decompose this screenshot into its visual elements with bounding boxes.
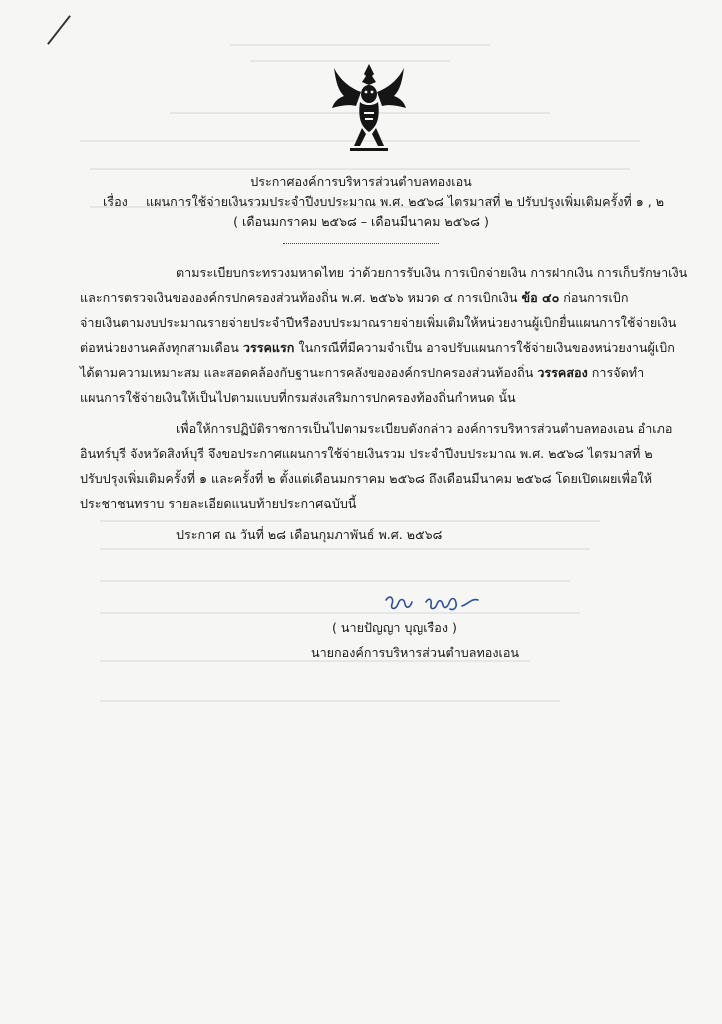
garuda-emblem-icon: [330, 62, 408, 154]
subject-text: แผนการใช้จ่ายเงินรวมประจำปีงบประมาณ พ.ศ. ๒๕๖๘ ไตรมาสที่ ๒ ปรับปรุงเพิ่มเติมครั้งที่ ๑ , ๒: [146, 194, 665, 209]
para2-line4: ประชาชนทราบ รายละเอียดแนบท้ายประกาศฉบับนี้: [80, 496, 357, 511]
para1-line3: จ่ายเงินตามงบประมาณรายจ่ายประจำปีหรืองบประมาณรายจ่ายเพิ่มเติมให้หน่วยงานผู้เบิกยื่นแผนการใช้จ่ายเงิน: [80, 315, 677, 330]
para1-line4: ต่อหน่วยงานคลังทุกสามเดือน วรรคแรก ในกรณีที่มีความจำเป็น อาจปรับแผนการใช้จ่ายเงินของหน่วยงานผู้เบิก: [80, 340, 675, 355]
para2-line2: อินทร์บุรี จังหวัดสิงห์บุรี จึงขอประกาศแผนการใช้จ่ายเงินรวม ประจำปีงบประมาณ พ.ศ. ๒๕๖๘ ไตรมาสที่ ๒: [80, 446, 653, 461]
para1-line2: และการตรวจเงินขององค์กรปกครองส่วนท้องถิ่น พ.ศ. ๒๕๖๖ หมวด ๔ การเบิกเงิน ข้อ ๔๐ ก่อนการเบิก: [80, 290, 629, 305]
period-text: ( เดือนมกราคม ๒๕๖๘ – เดือนมีนาคม ๒๕๖๘ ): [233, 214, 489, 229]
para1-line5: ได้ตามความเหมาะสม และสอดคล้องกับฐานะการคลังขององค์กรปกครองส่วนท้องถิ่น วรรคสอง การจัดทำ: [80, 365, 645, 380]
signatory-position: นายกองค์การบริหารส่วนตำบลทองเอน: [311, 645, 519, 660]
pen-stroke-mark: [47, 15, 71, 45]
handwritten-signature: [382, 590, 492, 616]
signatory-name: ( นายปัญญา บุญเรือง ): [332, 620, 457, 635]
divider: [283, 243, 439, 244]
para1-line6: แผนการใช้จ่ายเงินให้เป็นไปตามแบบที่กรมส่งเสริมการปกครองท้องถิ่นกำหนด นั้น: [80, 390, 516, 405]
para1-line1: ตามระเบียบกระทรวงมหาดไทย ว่าด้วยการรับเงิน การเบิกจ่ายเงิน การฝากเงิน การเก็บรักษาเงิน: [176, 265, 688, 280]
para2-line1: เพื่อให้การปฏิบัติราชการเป็นไปตามระเบียบดังกล่าว องค์การบริหารส่วนตำบลทองเอน อำเภอ: [176, 421, 673, 436]
subject-label: เรื่อง: [103, 194, 128, 209]
announcement-title: ประกาศองค์การบริหารส่วนตำบลทองเอน: [250, 174, 472, 189]
para2-line3: ปรับปรุงเพิ่มเติมครั้งที่ ๑ และครั้งที่ ๒ ตั้งแต่เดือนมกราคม ๒๕๖๘ ถึงเดือนมีนาคม ๒๕๖๘ โดยเปิดเผยเพื่อให้: [80, 471, 653, 486]
announcement-date: ประกาศ ณ วันที่ ๒๘ เดือนกุมภาพันธ์ พ.ศ. ๒๕๖๘: [176, 527, 443, 542]
